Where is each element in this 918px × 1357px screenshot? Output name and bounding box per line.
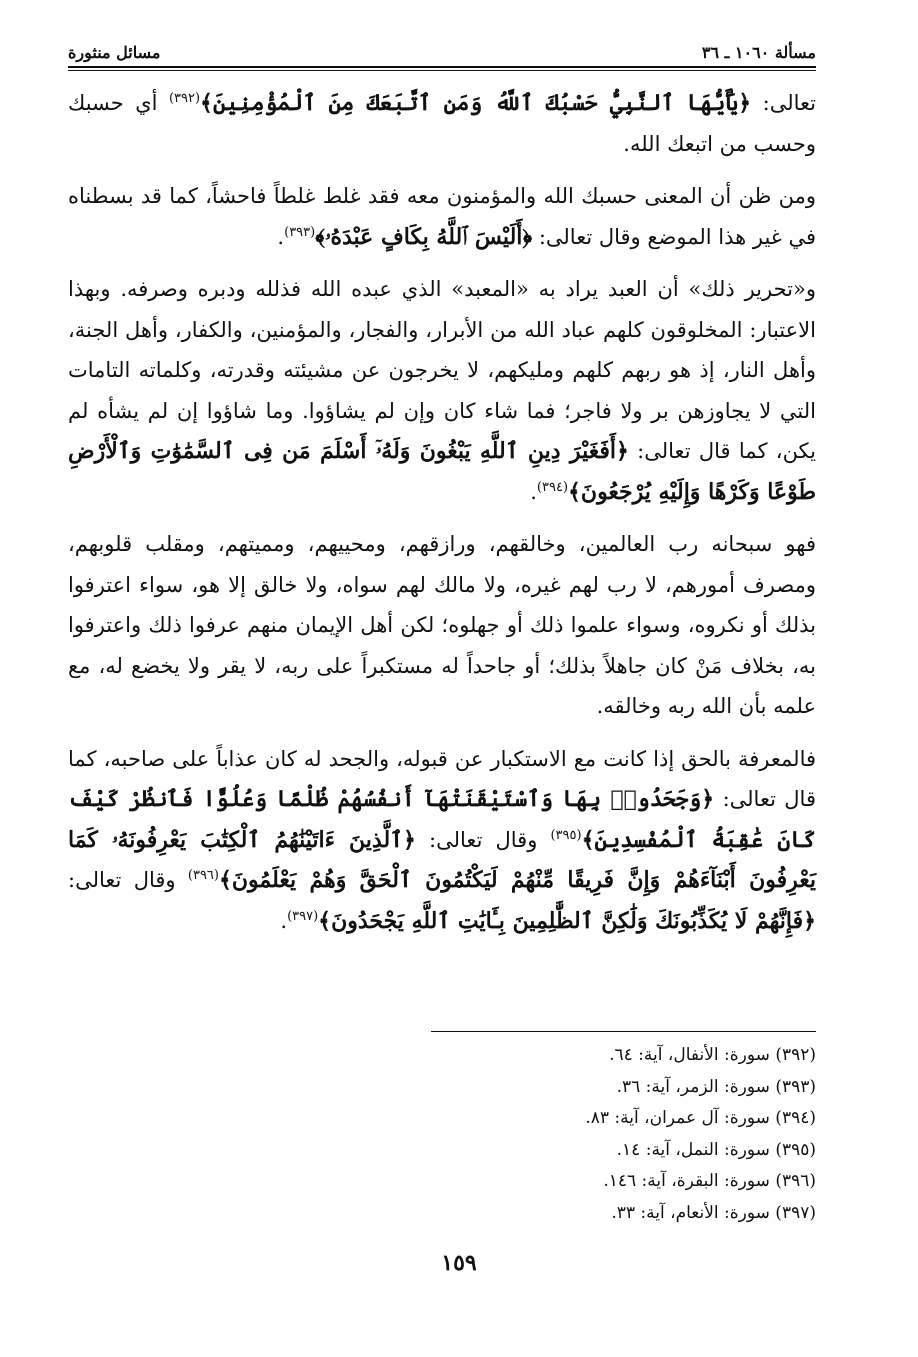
quran-verse: ﴿وَجَحَدُوا۟ بِهَا وَٱسْتَيْقَنَتْهَآ أَنفُسُهُمْ ظُلْمًا وَعُلُوًّا فَٱنظُرْ كَيْفَ كَانَ عَٰقِبَةُ ٱلْمُفْسِدِينَ﴾ — [68, 786, 816, 853]
text-run: وقال تعالى: — [68, 868, 188, 892]
footnote: (٣٩٤) سورة: آل عمران، آية: ٨٣. — [585, 1108, 816, 1128]
footnote: (٣٩٣) سورة: الزمر، آية: ٣٦. — [616, 1076, 816, 1097]
text-run: فهو سبحانه رب العالمين، وخالقهم، ورازقهم، ومحييهم، ومميتهم، ومقلب قلوبهم، ومصرف أمورهم، لا رب لهم غيره، ولا مالك لهم سواه، ولا خالق إلا هو، سواء اعترفوا بذلك أو نكروه، وسواء علموا ذلك أو جهلوه؛ لكن أهل الإيمان منهم عرفوا ذلك واعترفوا به، بخلاف مَنْ كان جاهلاً بذلك؛ أو جاحداً له مستكبراً على ربه، لا يقر ولا يخضع له، مع علمه بأن الله ربه وخالقه. — [68, 532, 816, 718]
footnote: (٣٩٦) سورة: البقرة، آية: ١٤٦. — [603, 1171, 816, 1191]
text-run: . — [530, 479, 537, 504]
text-run: وقال تعالى: — [415, 827, 551, 852]
paragraph — [68, 739, 816, 942]
quran-verse: ﴿ٱلَّذِينَ ءَاتَيْنَٰهُمُ ٱلْكِتَٰبَ يَعْرِفُونَهُۥ كَمَا يَعْرِفُونَ أَبْنَآءَهُمْ وَإِنَّ فَرِيقًا مِّنْهُمْ لَيَكْتُمُونَ ٱلْحَقَّ وَهُمْ يَعْلَمُونَ﴾ — [68, 826, 816, 893]
body-text — [68, 83, 816, 941]
paragraph — [68, 269, 816, 512]
quran-verse: ﴿أَلَيْسَ ٱللَّهُ بِكَافٍ عَبْدَهُۥ﴾ — [315, 223, 533, 250]
text-run: و«تحرير ذلك» أن العبد يراد به «المعبد» الذي عبده الله فذلله ودبره وصرفه. وبهذا الاعتبار: المخلوقون كلهم عباد الله من الأبرار، والفجار، والمؤمنين، والكفار، وأهل الجنة، وأهل النار، إذ هو ربهم كلهم ومليكهم، لا يخرجون عن مشيئته وقدرته، وكلماته التامات التي لا يجاوزهن بر ولا فاجر؛ فما شاء كان وإن لم يشاؤوا. وما شاؤوا إن لم يشأه لم يكن، كما قال تعالى: — [68, 277, 816, 463]
book-title: مسائل منثورة — [68, 43, 161, 62]
text-run: تعالى: — [751, 91, 816, 115]
text-run: فالمعرفة بالحق إذا كانت مع الاستكبار عن قبوله، والجحد له كان عذاباً على صاحبه، كما قال تعالى: — [68, 746, 816, 811]
page-number: ١٥٩ — [441, 1250, 477, 1276]
footnote-ref: (٣٩٦) — [187, 868, 219, 883]
footnote-ref: (٣٩٤) — [536, 479, 569, 495]
footnote-ref: (٣٩٧) — [287, 908, 319, 924]
footnote: (٣٩٢) سورة: الأنفال، آية: ٦٤. — [609, 1045, 816, 1065]
quran-verse: ﴿أَفَغَيْرَ دِينِ ٱللَّهِ يَبْغُونَ وَلَهُۥٓ أَسْلَمَ مَن فِى ٱلسَّمَٰوَٰتِ وَٱلْأَرْضِ طَوْعًا وَكَرْهًا وَإِلَيْهِ يُرْجَعُونَ﴾ — [68, 438, 816, 505]
footnote-ref: (٣٩٣) — [284, 224, 316, 240]
paragraph — [68, 83, 816, 164]
quran-verse: ﴿يَٰأَيُّهَا ٱلنَّبِيُّ حَسْبُكَ ٱللَّهُ وَمَنِ ٱتَّبَعَكَ مِنَ ٱلْمُؤْمِنِينَ﴾ — [200, 90, 752, 116]
text-run: . — [280, 908, 288, 933]
text-run: أي حسبك وحسب من اتبعك الله. — [68, 91, 816, 156]
footnotes — [68, 1040, 816, 1229]
footnote-ref: (٣٩٥) — [550, 827, 582, 843]
header-rule — [68, 66, 816, 71]
quran-verse: ﴿فَإِنَّهُمْ لَا يُكَذِّبُونَكَ وَلَٰكِنَّ ٱلظَّٰلِمِينَ بِـَٔايَٰتِ ٱللَّهِ يَجْحَدُونَ﴾ — [318, 907, 816, 934]
footnote-ref: (٣٩٢) — [168, 91, 201, 106]
footnote-separator — [431, 1031, 816, 1032]
footnote: (٣٩٥) سورة: النمل، آية: ١٤. — [616, 1139, 816, 1160]
text-run: . — [277, 224, 285, 249]
issue-label: مسألة ١٠٦٠ ـ ٣٦ — [701, 43, 816, 62]
footnote: (٣٩٧) سورة: الأنعام، آية: ٣٣. — [611, 1202, 816, 1223]
paragraph — [68, 176, 816, 257]
running-header — [68, 26, 816, 62]
paragraph — [68, 524, 816, 727]
text-run: ومن ظن أن المعنى حسبك الله والمؤمنون معه فقد غلط غلطاً فاحشاً، كما قد بسطناه في غير هذا الموضع وقال تعالى: — [68, 184, 816, 249]
